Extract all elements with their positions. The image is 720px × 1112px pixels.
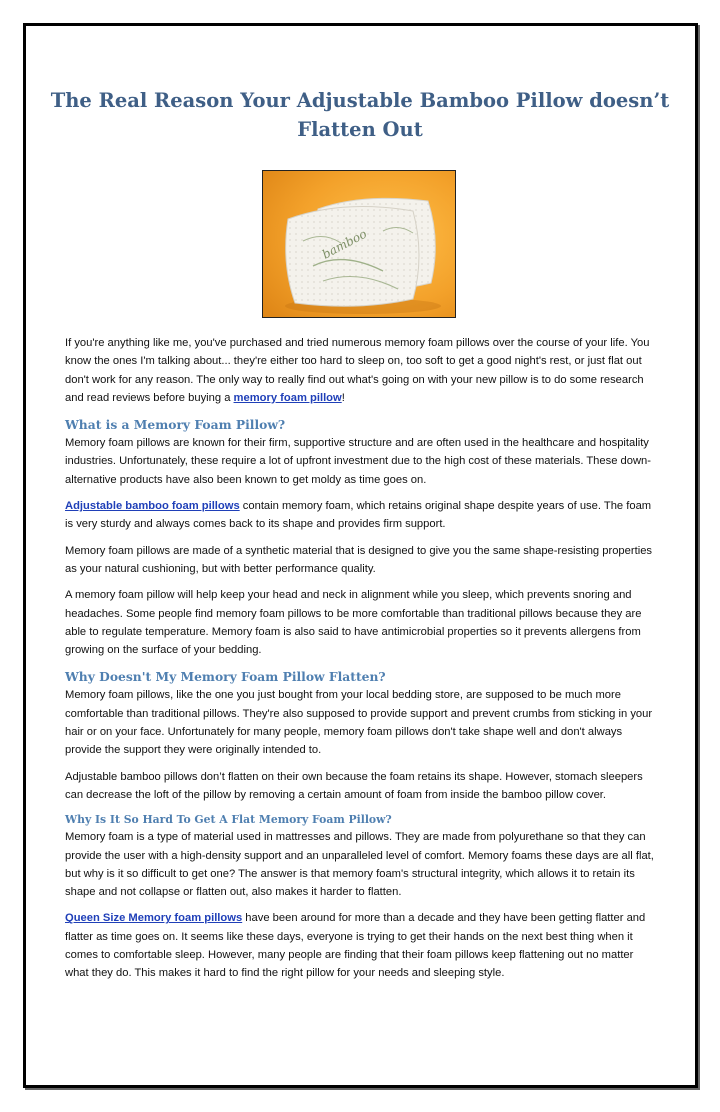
section3-paragraph-2 [65, 909, 657, 982]
section-heading-why-hard: Why Is It So Hard To Get A Flat Memory Foam Pillow? [65, 813, 392, 827]
intro-text: If you're anything like me, you've purchased and tried numerous memory foam pillows over the course of your life. You know the ones I'm talking about... they're either too hard to sleep on, too soft to get a good night's rest, or just flat out don't work for any reason. The only way to really find out what's going on with your new pillow is to do some research and read reviews before buying a [65, 337, 650, 404]
section1-paragraph-2-text: contain memory foam, which retains original shape despite years of use. The foam is very sturdy and always comes back to its shape and provides firm support. [65, 500, 652, 531]
section3-paragraph-2-text: have been around for more than a decade and they have been getting flatter and flatter as time goes on. It seems like these days, everyone is trying to get their hands on the next best thing when it comes to comfortable sleep. However, many people are finding that their foam pillows keep flattening out no matter what they do. This makes it hard to find the right pillow for your needs and sleeping style. [65, 912, 646, 980]
section2-paragraph-2: Adjustable bamboo pillows don’t flatten on their own because the foam retains its shape. However, stomach sleepers can decrease the loft of the pillow by removing a certain amount of foam from inside the bamboo pillow cover. [65, 770, 643, 801]
intro-end: ! [341, 391, 345, 404]
section3-paragraph-1: Memory foam is a type of material used in mattresses and pillows. They are made from polyurethane so that they can provide the user with a high-density support and an unparalleled level of comfort. Memory foams these days are all flat, but why is it so difficult to get one? The answer is that memory foam's structural integrity, which allows it to retain its shape and not collapse or flatten out, also makes it harder to flatten. [65, 831, 654, 899]
intro-paragraph [65, 334, 657, 407]
section2-paragraph-1: Memory foam pillows, like the one you just bought from your local bedding store, are supposed to be much more comfortable than traditional pillows. They're also supposed to provide support and prevent crumbs from sticking in your hair or on your face. Unfortunately for many people, memory foam pillows don't take shape well and don't always provide the support they were originally intended to. [65, 689, 653, 757]
section-heading-what-is: What is a Memory Foam Pillow? [65, 417, 286, 433]
pillow-brand-text: bamboo [319, 226, 370, 262]
queen-size-link[interactable]: Queen Size Memory foam pillows [65, 912, 243, 925]
adjustable-bamboo-link[interactable]: Adjustable bamboo foam pillows [65, 500, 240, 513]
section1-paragraph-2 [65, 497, 657, 534]
section1-paragraph-3: Memory foam pillows are made of a synthetic material that is designed to give you the same shape-resisting properties as your natural cushioning, but with better performance quality. [65, 544, 653, 575]
article-body [65, 334, 657, 991]
pillow-product-image [262, 170, 456, 318]
memory-foam-pillow-link[interactable]: memory foam pillow [233, 391, 342, 404]
section-heading-why-doesnt: Why Doesn't My Memory Foam Pillow Flatten? [65, 669, 386, 685]
page-title: The Real Reason Your Adjustable Bamboo Pillow doesn’t Flatten Out [50, 89, 670, 141]
section1-paragraph-4: A memory foam pillow will help keep your head and neck in alignment while you sleep, which prevents snoring and headaches. Some people find memory foam pillows to be more comfortable than traditional pillows because they are able to regulate temperature. Memory foam is also said to have antimicrobial properties so it prevents allergens from growing on the surface of your bedding. [65, 589, 642, 657]
section1-paragraph-1: Memory foam pillows are known for their firm, supportive structure and are often used in the healthcare and hospitality industries. Unfortunately, these require a lot of upfront investment due to the high cost of these materials. These down-alternative products have also been known to get moldy as time goes on. [65, 437, 652, 486]
